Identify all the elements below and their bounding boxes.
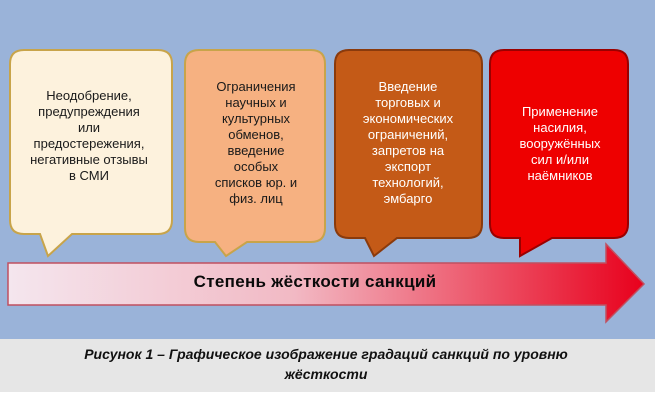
box-2-text: Ограничения научных и культурных обменов, введение особых списков юр. и физ. лиц <box>214 79 298 206</box>
figure-caption: Рисунок 1 – Графическое изображение градаций санкций по уровню жёсткости <box>84 346 568 382</box>
box-4-text: Применение насилия, вооружённых сил и/или наёмников <box>519 104 601 183</box>
box-3-text: Введение торговых и экономических ограничений, запретов на экспорт технологий, эмбарго <box>362 79 454 206</box>
box-1-text: Неодобрение, предупреждения или предостережения, негативные отзывы в СМИ <box>30 88 148 183</box>
arrow-label: Степень жёсткости санкций <box>193 272 437 291</box>
